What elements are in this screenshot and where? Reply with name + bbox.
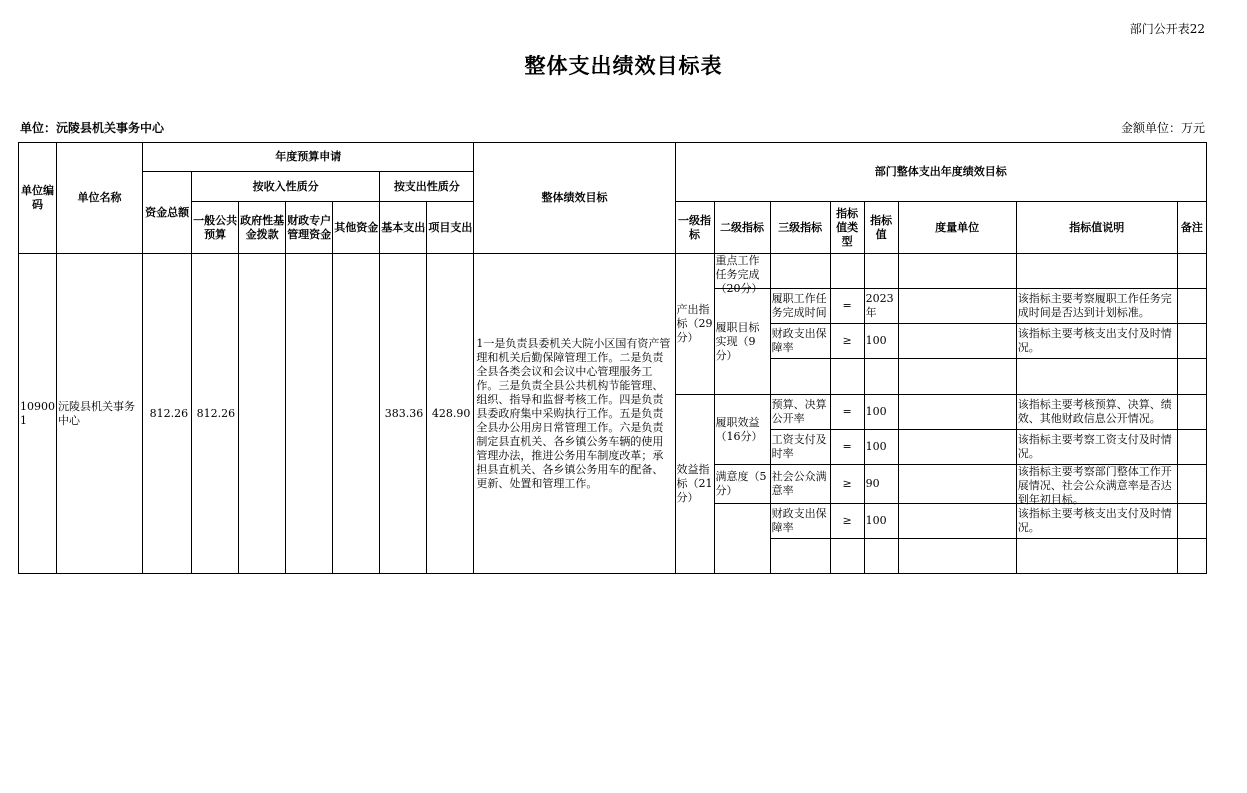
cell-remark (1177, 504, 1206, 539)
header-project-expense: 项目支出 (427, 202, 474, 254)
header-by-expense: 按支出性质分 (380, 172, 474, 202)
cell-indicator-desc (1016, 465, 1177, 504)
cell-gov-fund (239, 254, 286, 574)
unit-label: 单位：沅陵县机关事务中心 (20, 121, 165, 135)
cell-duty-benefit-level2: 履职效益（16分） (714, 395, 770, 465)
cell-indicator-value: 2023年 (864, 289, 898, 324)
amount-unit-label: 金额单位：万元 (1120, 121, 1205, 135)
cell-remark (1177, 324, 1206, 359)
cell-duty-goal-level2: 履职目标实现（9分） (714, 289, 770, 395)
cell-general-budget: 812.26 (192, 254, 239, 574)
form-number: 部门公开表22 (1129, 22, 1205, 36)
cell-measure-unit (898, 465, 1016, 504)
cell-indicator-value: 100 (864, 504, 898, 539)
cell-remark (1177, 289, 1206, 324)
cell-indicator-desc: 该指标主要考察工资支付及时情况。 (1016, 430, 1177, 465)
header-fiscal-special: 财政专户管理资金 (286, 202, 333, 254)
cell-remark (1177, 395, 1206, 430)
cell-key-task-level2 (714, 254, 770, 295)
header-level3: 三级指标 (770, 202, 830, 254)
cell-indicator-value: 100 (864, 395, 898, 430)
cell-unit-code: 109001 (19, 254, 57, 574)
cell-level3: 预算、决算公开率 (770, 395, 830, 430)
header-dept-goal: 部门整体支出年度绩效目标 (675, 143, 1206, 202)
satisfaction-desc-text: 该指标主要考察部门整体工作开展情况、社会公众满意率是否达到年初目标。 (1017, 465, 1172, 506)
page-title: 整体支出绩效目标表 (524, 54, 723, 78)
performance-table (18, 142, 1207, 574)
cell-level3: 财政支出保障率 (770, 504, 830, 539)
cell-measure-unit (898, 395, 1016, 430)
cell-indicator-value: 90 (864, 465, 898, 504)
cell-level3: 财政支出保障率 (770, 324, 830, 359)
cell-measure-unit (898, 289, 1016, 324)
header-general-budget: 一般公共预算 (192, 202, 239, 254)
cell-benefit-level1: 效益指标（21分） (675, 395, 714, 574)
header-value-type: 指标值类型 (830, 202, 864, 254)
table-row (19, 254, 1207, 289)
header-overall-goal: 整体绩效目标 (474, 143, 675, 254)
cell-level3: 工资支付及时率 (770, 430, 830, 465)
cell-value-type: = (830, 289, 864, 324)
cell-measure-unit (898, 504, 1016, 539)
cell-indicator-value: 100 (864, 324, 898, 359)
cell-overall-goal: 1一是负责县委机关大院小区国有资产管理和机关后勤保障管理工作。二是负责全县各类会议和会议中心管理服务工作。三是负责全县公共机构节能管理、组织、指导和监督考核工作。四是负责县委政府集中采购执行工作。五是负责全县办公用房日常管理工作。六是负责制定县直机关、各乡镇公务车辆的使用管理办法，推进公务用车制度改革；承担县直机关、各乡镇公务用车的配备、更新、处置和管理工作。 (474, 254, 675, 574)
header-level1: 一级指标 (675, 202, 714, 254)
header-annual-budget: 年度预算申请 (143, 143, 474, 172)
cell-project-expense: 428.90 (427, 254, 474, 574)
cell-value-type: = (830, 395, 864, 430)
header-indicator-desc: 指标值说明 (1016, 202, 1177, 254)
cell-remark (1177, 465, 1206, 504)
cell-level3: 履职工作任务完成时间 (770, 289, 830, 324)
cell-indicator-desc: 该指标主要考核支出支付及时情况。 (1016, 504, 1177, 539)
header-by-income: 按收入性质分 (192, 172, 380, 202)
cell-satisfaction-level2: 满意度（5分） (714, 465, 770, 504)
header-total-funds: 资金总额 (143, 172, 192, 254)
cell-value-type: ≥ (830, 504, 864, 539)
header-other-funds: 其他资金 (333, 202, 380, 254)
header-remark: 备注 (1177, 202, 1206, 254)
cell-measure-unit (898, 430, 1016, 465)
cell-indicator-desc: 该指标主要考核预算、决算、绩效、其他财政信息公开情况。 (1016, 395, 1177, 430)
header-basic-expense: 基本支出 (380, 202, 427, 254)
cell-value-type: ≥ (830, 324, 864, 359)
cell-remark (1177, 430, 1206, 465)
cell-output-level1: 产出指标（29分） (675, 254, 714, 395)
header-unit-code: 单位编码 (19, 143, 57, 254)
cell-unit-name: 沅陵县机关事务中心 (57, 254, 143, 574)
cell-indicator-desc: 该指标主要考核支出支付及时情况。 (1016, 324, 1177, 359)
header-unit-name: 单位名称 (57, 143, 143, 254)
header-indicator-value: 指标值 (864, 202, 898, 254)
header-level2: 二级指标 (714, 202, 770, 254)
cell-indicator-value: 100 (864, 430, 898, 465)
cell-indicator-desc: 该指标主要考察履职工作任务完成时间是否达到计划标准。 (1016, 289, 1177, 324)
header-gov-fund: 政府性基金拨款 (239, 202, 286, 254)
cell-level3: 社会公众满意率 (770, 465, 830, 504)
cell-value-type: = (830, 430, 864, 465)
key-task-text: 重点工作任务完成（20分） (715, 254, 763, 295)
cell-fiscal-special (286, 254, 333, 574)
cell-value-type: ≥ (830, 465, 864, 504)
cell-total-funds: 812.26 (143, 254, 192, 574)
header-measure-unit: 度量单位 (898, 202, 1016, 254)
cell-measure-unit (898, 324, 1016, 359)
cell-other-funds (333, 254, 380, 574)
cell-basic-expense: 383.36 (380, 254, 427, 574)
